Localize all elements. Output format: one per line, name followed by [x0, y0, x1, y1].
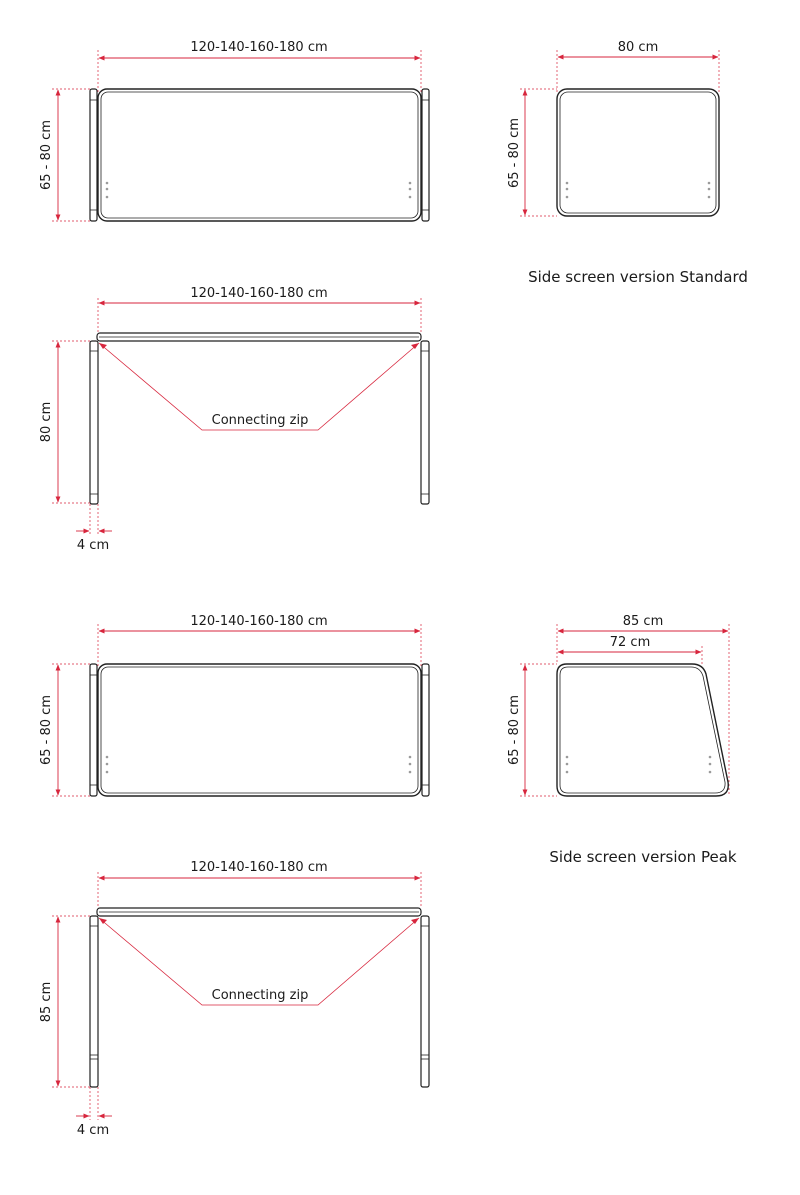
top-view-standard — [39, 286, 429, 553]
width-label: 120-140-160-180 cm — [190, 860, 328, 875]
left-leg — [90, 341, 98, 504]
zip-label: Connecting zip — [211, 413, 309, 428]
width-label: 120-140-160-180 cm — [190, 40, 328, 55]
height-label: 80 cm — [39, 401, 54, 443]
left-post — [90, 89, 97, 221]
side-panel — [557, 89, 719, 216]
height-label: 65 - 80 cm — [39, 120, 54, 190]
left-leg — [90, 916, 98, 1087]
side-inner-width-label: 72 cm — [609, 635, 651, 650]
height-label: 85 cm — [39, 981, 54, 1023]
leg-width-label: 4 cm — [76, 1123, 110, 1138]
top-view-peak — [39, 860, 429, 1138]
desk-screen-standard — [39, 40, 429, 221]
bolt-hole — [409, 196, 412, 199]
side-height-label: 65 - 80 cm — [507, 118, 522, 188]
side-outer-width-label: 85 cm — [622, 614, 664, 629]
right-leg — [421, 341, 429, 504]
side-height-label: 65 - 80 cm — [507, 695, 522, 765]
side-screen-standard — [507, 40, 748, 286]
height-label: 65 - 80 cm — [39, 695, 54, 765]
right-leg — [421, 916, 429, 1087]
bolt-hole — [409, 182, 412, 185]
zip-label: Connecting zip — [211, 988, 309, 1003]
right-post — [422, 89, 429, 221]
desk-screen-peak — [39, 614, 429, 796]
bolt-hole — [106, 182, 109, 185]
bolt-hole — [106, 188, 109, 191]
leg-width-label: 4 cm — [76, 538, 110, 553]
bolt-hole — [106, 196, 109, 199]
width-label: 120-140-160-180 cm — [190, 286, 328, 301]
width-label: 120-140-160-180 cm — [190, 614, 328, 629]
caption-standard: Side screen version Standard — [528, 268, 748, 286]
side-panel-peak — [557, 664, 728, 796]
screen-panel — [98, 89, 421, 221]
side-screen-peak — [507, 614, 737, 866]
caption-peak: Side screen version Peak — [549, 848, 737, 866]
bolt-hole — [409, 188, 412, 191]
screen-panel — [98, 664, 421, 796]
side-width-label: 80 cm — [617, 40, 659, 55]
